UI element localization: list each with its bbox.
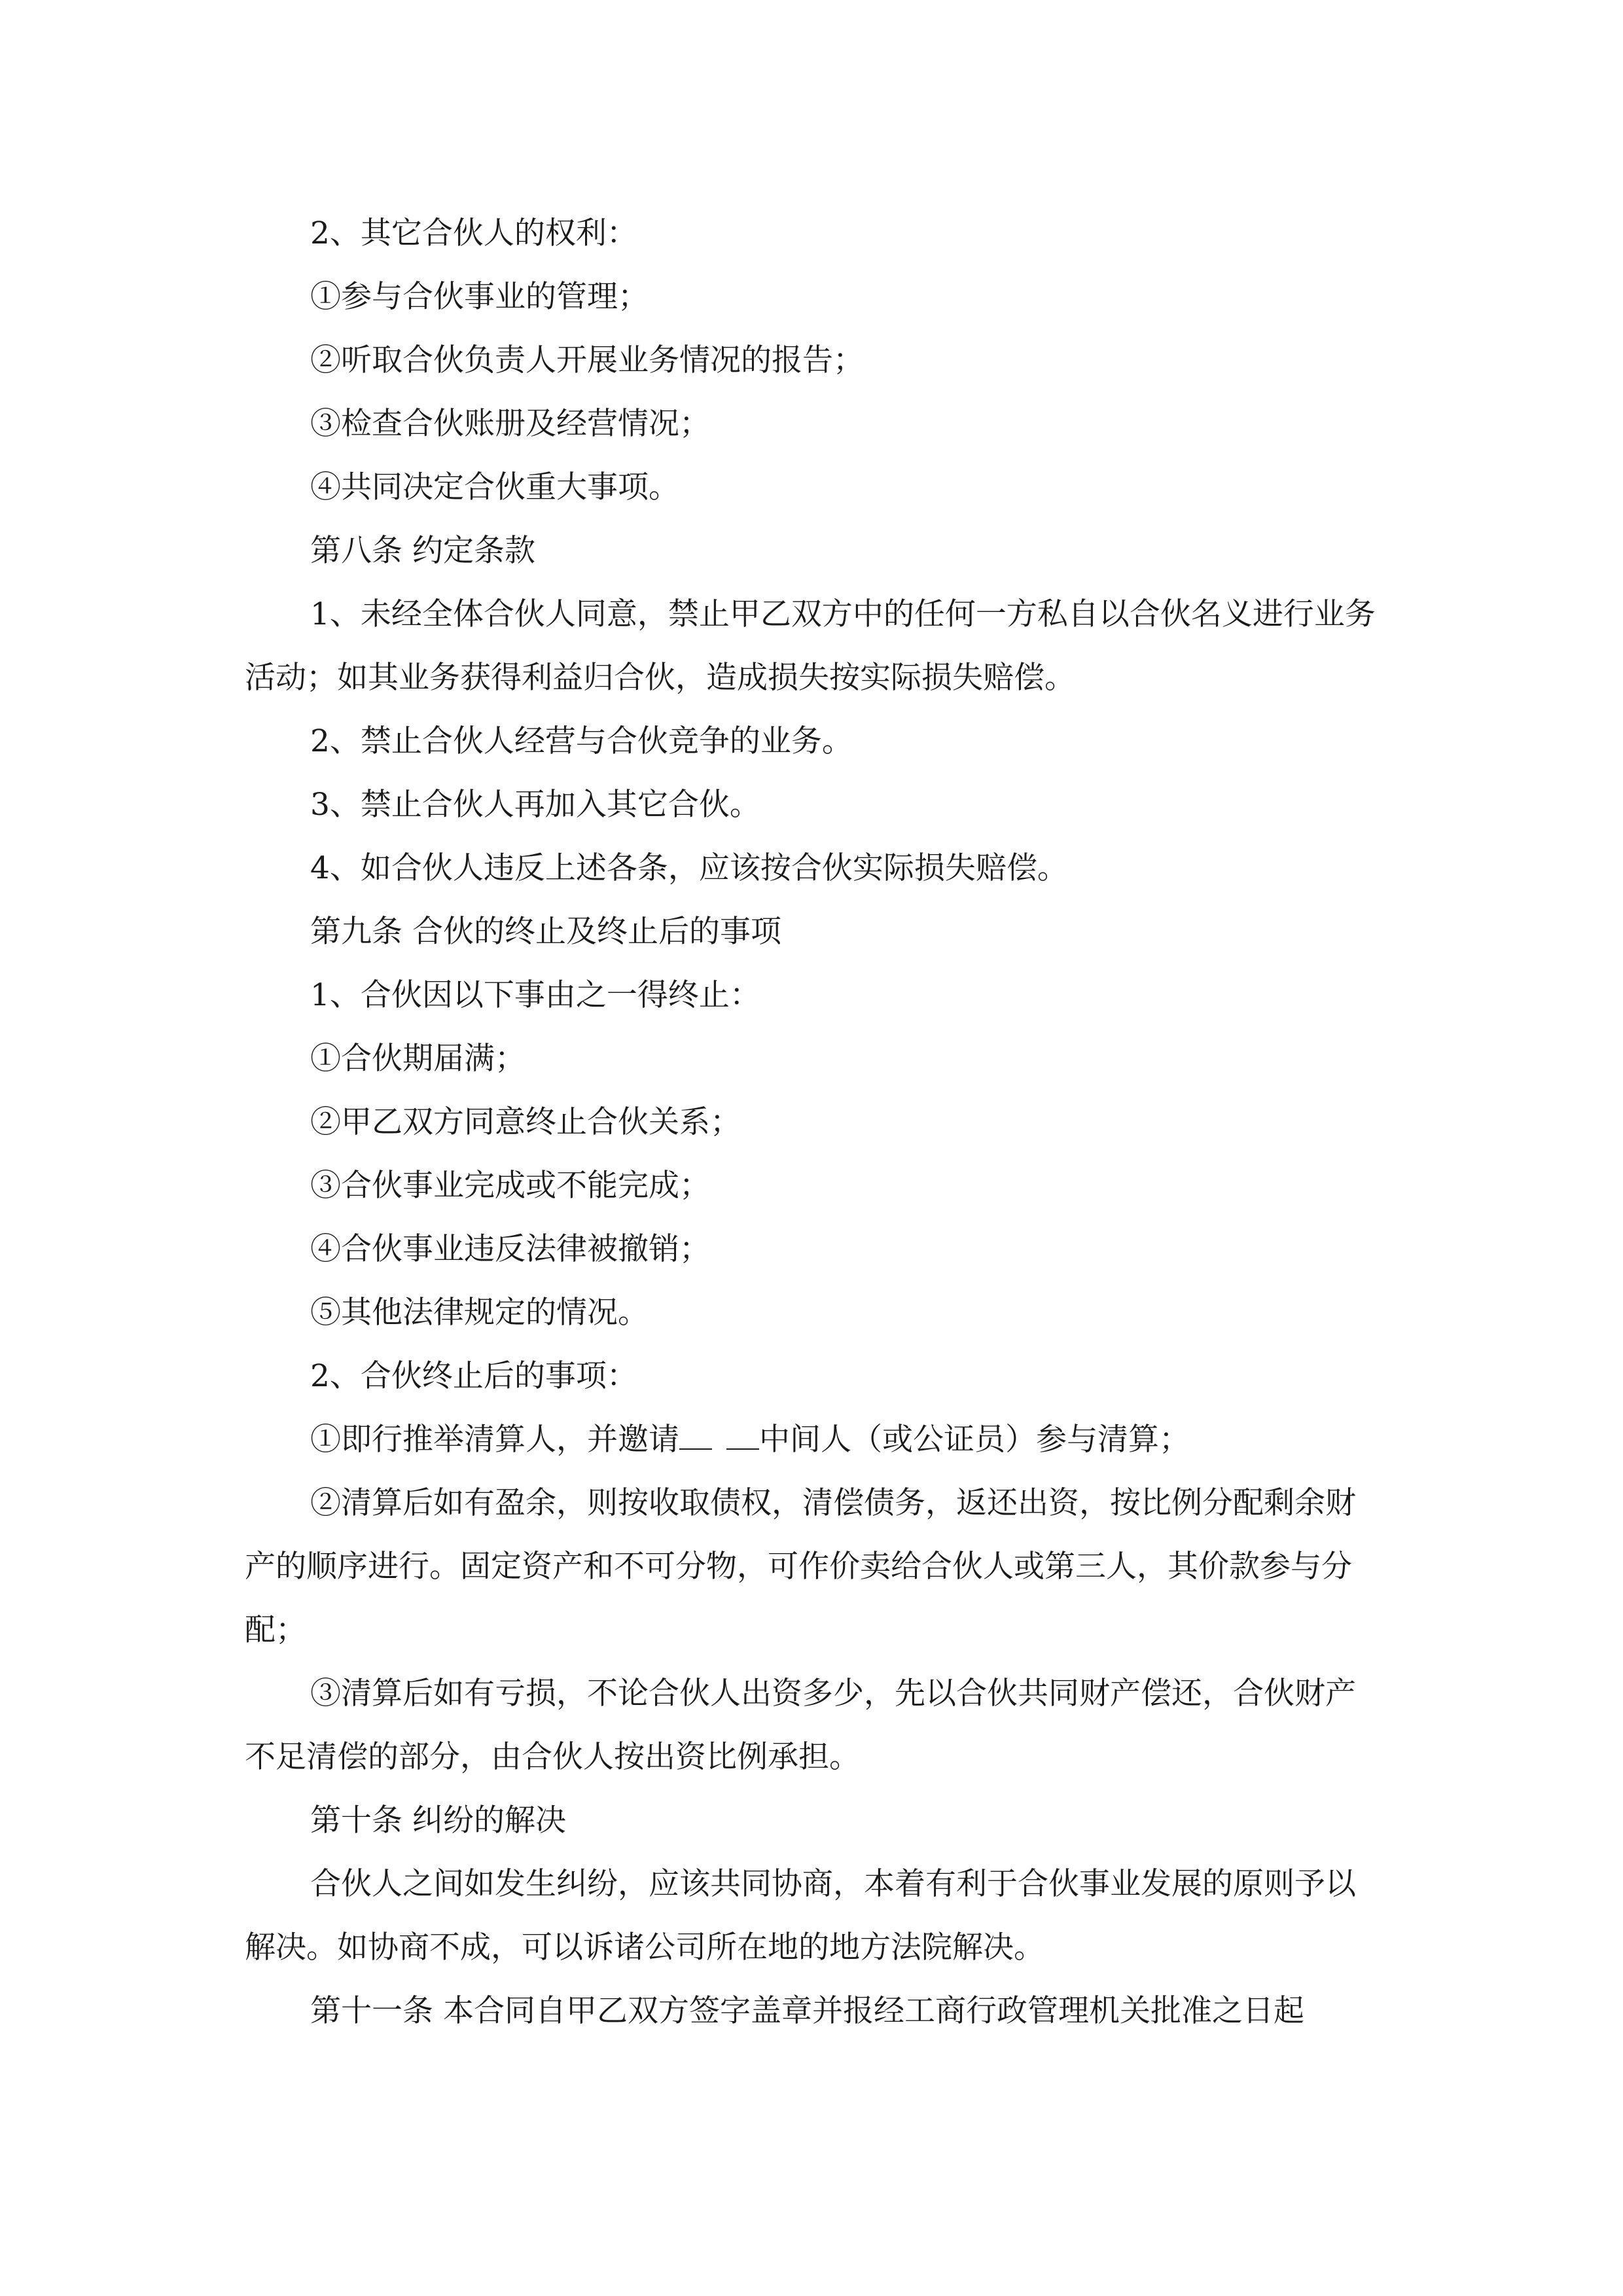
text-line: 2、禁止合伙人经营与合伙竞争的业务。 <box>310 723 853 759</box>
text-line: 1、合伙因以下事由之一得终止： <box>310 977 760 1013</box>
text-line: 4、如合伙人违反上述各条，应该按合伙实际损失赔偿。 <box>310 850 1068 886</box>
text-line: ④共同决定合伙重大事项。 <box>310 469 679 505</box>
text-line: 3、禁止合伙人再加入其它合伙。 <box>310 787 760 823</box>
text-line: ②听取合伙负责人开展业务情况的报告； <box>310 342 864 378</box>
text-line: ⑤其他法律规定的情况。 <box>310 1295 649 1331</box>
text-line: ②甲乙双方同意终止合伙关系； <box>310 1104 741 1140</box>
document-body <box>245 202 1380 2043</box>
paragraph: ②清算后如有盈余，则按收取债权，清偿债务，返还出资，按比例分配剩余财产的顺序进行。固定资产和不可分物，可作价卖给合伙人或第三人，其价款参与分配； <box>245 1485 1356 1648</box>
paragraph: 合伙人之间如发生纠纷，应该共同协商，本着有利于合伙事业发展的原则予以解决。如协商不成，可以诉诸公司所在地的地方法院解决。 <box>245 1866 1356 1965</box>
text-segment: 中间人（或公证员）参与清算； <box>759 1422 1190 1458</box>
section-heading: 第十条 纠纷的解决 <box>310 1803 566 1839</box>
text-line: ③合伙事业完成或不能完成； <box>310 1168 710 1204</box>
text-line: ①合伙期届满； <box>310 1041 526 1077</box>
text-segment: ①即行推举清算人，并邀请 <box>310 1422 679 1458</box>
text-line: ④合伙事业违反法律被撤销； <box>310 1231 710 1267</box>
text-line: 第十一条 本合同自甲乙双方签字盖章并报经工商行政管理机关批准之日起 <box>310 1993 1304 2029</box>
text-line: ①参与合伙事业的管理； <box>310 279 649 315</box>
text-line: 2、其它合伙人的权利： <box>310 215 637 251</box>
text-line <box>245 1408 1380 1471</box>
paragraph: 1、未经全体合伙人同意，禁止甲乙双方中的任何一方私自以合伙名义进行业务活动；如其业务获得利益归合伙，造成损失按实际损失赔偿。 <box>245 596 1376 696</box>
blank-underline <box>679 1424 712 1450</box>
text-line: 2、合伙终止后的事项： <box>310 1358 637 1394</box>
section-heading: 第八条 约定条款 <box>310 533 535 569</box>
blank-underline <box>726 1424 759 1450</box>
section-heading: 第九条 合伙的终止及终止后的事项 <box>310 914 781 950</box>
text-line: ③检查合伙账册及经营情况； <box>310 406 710 442</box>
paragraph: ③清算后如有亏损，不论合伙人出资多少，先以合伙共同财产偿还，合伙财产不足清偿的部分，由合伙人按出资比例承担。 <box>245 1676 1356 1775</box>
